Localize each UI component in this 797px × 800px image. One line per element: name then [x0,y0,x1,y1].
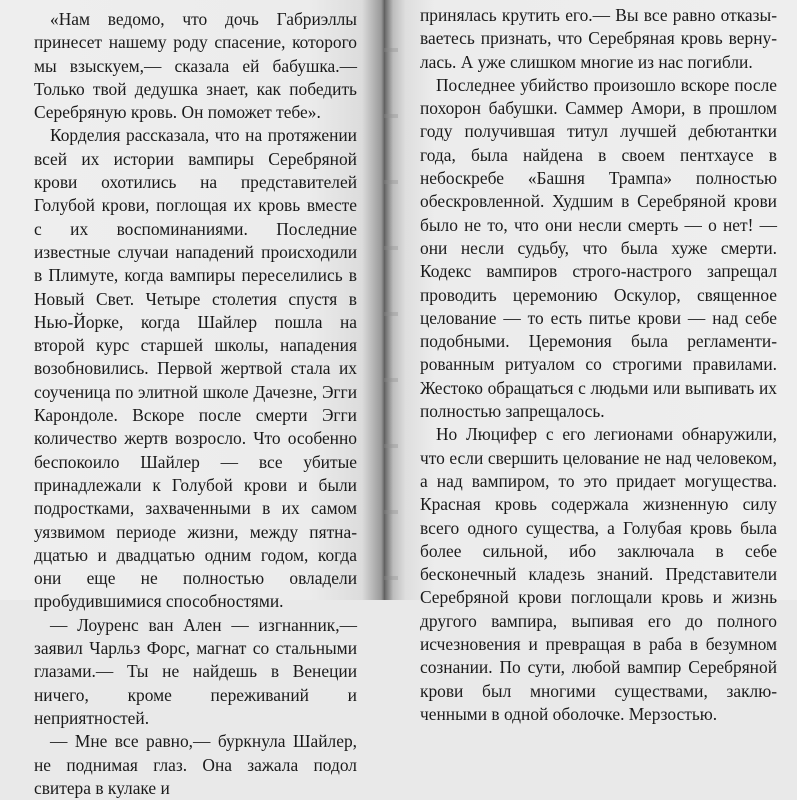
right-paragraph-3: Но Люцифер с его легионами обнаружили, что если свершить целование не над человеком, а над вампиром, то это придает могущества. Красная кровь содержала жизненную силу всего одного существа, а Голубая кровь была более сильной, ибо заключала в себе бесконечный кладезь знаний. Представители Серебряной крови поглощали кровь и жизнь другого вампира, выпивая его до полного исчезновения и превращая в раба в безумном сознании. По сути, любой вампир Серебряной крови был многими существами, заключенными в одной оболочке. Мерзостью. [420,424,777,724]
right-page [385,0,797,724]
left-paragraph-2: Корделия рассказала, что на протяжении всей их истории вампиры Серебряной крови охотились на представителей Голубой крови, поглощая их кровь вместе с их воспоминаниями. Последние известные случаи нападений происходили в Плимуте, когда вампиры переселились в Новый Свет. Четыре столетия спустя в Нью-Йорке, когда Шайлер пошла на второй курс старшей школы, нападения возобновились. Первой жертвой стала их соученица по элитной школе Дачезне, Эгги Карондоле. Вскоре после смерти Эгги количество жертв возросло. Что особенно беспокоило Шайлер — все убитые принадлежали к Голубой крови и были подростками, захваченными в их самом уязвимом периоде жизни, между пятнадцатью и двадцатью одним годом, когда они еще не полностью овладели пробудившимися способностями. [34,125,357,612]
left-paragraph-4: — Мне все равно,— буркнула Шайлер, не поднимая глаз. Она зажала подол свитера в кулаке и [34,731,357,798]
left-paragraph-3: — Лоуренс ван Ален — изгнанник,— заявил Чарльз Форс, магнат со стальными глазами.— Ты не найдешь в Венеции ничего, кроме переживаний и неприятностей. [34,614,357,728]
left-page [0,0,385,798]
right-paragraph-1: принялась крутить его.— Вы все равно отказываетесь признать, что Серебряная кровь вернулась. А уже слишком многие из нас погибли. [420,5,777,72]
left-paragraph-1: «Нам ведомо, что дочь Габриэллы принесет нашему роду спасение, которого мы взыскуем,— сказала ей бабушка.— Только твой дедушка знает, как победить Серебряную кровь. Он поможет тебе». [34,9,357,123]
right-paragraph-2: Последнее убийство произошло вскоре после похорон бабушки. Саммер Амори, в прошлом году получившая титул лучшей дебютантки года, была найдена в своем пентхаусе в небоскребе «Башня Трампа» полностью обескровленной. Худшим в Серебряной крови было не то, что они несли смерть — о нет! — они несли судьбу, что была хуже смерти. Кодекс вампиров строго-настрого запрещал проводить церемонию Оскулор, священное целование — то есть питье крови — над себе подобными. Церемония была регламентированным ритуалом со строгими правилами. Жестоко обращаться с людьми или выпивать их полностью запрещалось. [420,74,777,422]
